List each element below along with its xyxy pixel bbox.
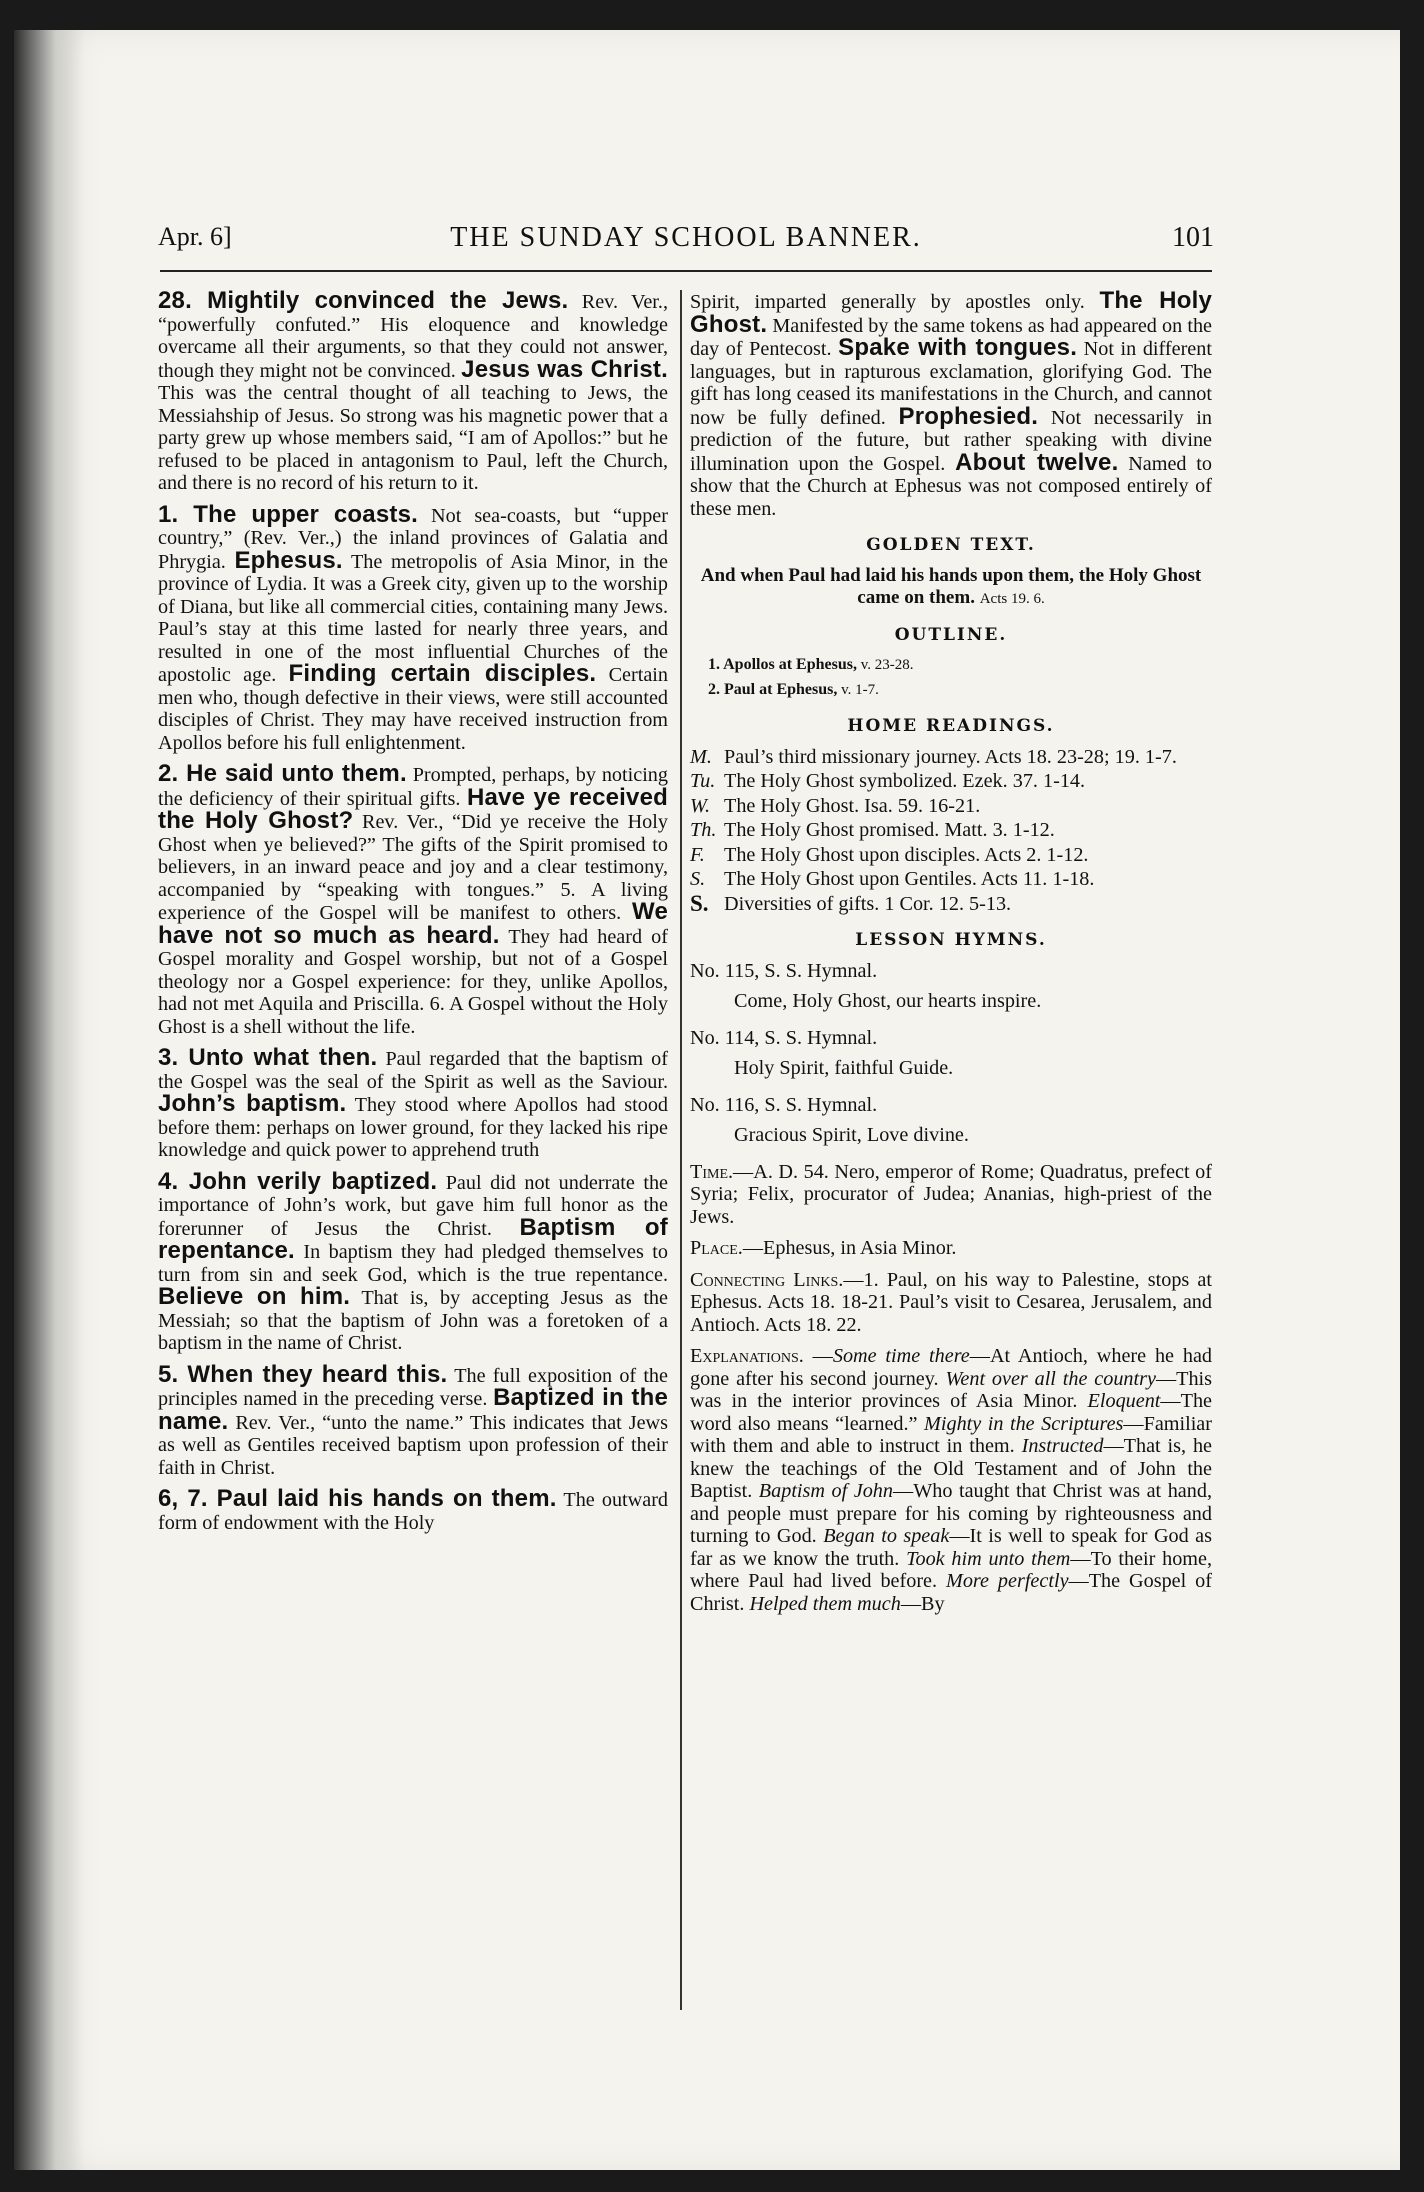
reading-day: Tu. <box>690 770 716 792</box>
expl-text: —It is well to speak for God as far as we know the truth. <box>690 1525 1212 1570</box>
hymn-number: No. 116, S. S. Hymnal. <box>690 1093 878 1116</box>
hymn-entry <box>690 1027 1212 1080</box>
reading-text: Diversities of gifts. 1 Cor. 12. 5-13. <box>724 892 1012 915</box>
expl-term: Some time there <box>832 1345 970 1367</box>
verse-heading: Believe on him. <box>158 1283 351 1310</box>
verse-heading: Prophesied. <box>898 402 1039 430</box>
golden-text-body: And when Paul had laid his hands upon them, the Holy Ghost came on them. <box>700 564 1202 608</box>
expl-term: Went over all the country <box>945 1367 1156 1390</box>
reading-row <box>690 868 1212 891</box>
expl-text: —The word also means “learned.” <box>690 1390 1212 1435</box>
hymn-number: No. 114, S. S. Hymnal. <box>690 1026 878 1049</box>
outline-item <box>708 679 1212 702</box>
note-label: Place. <box>690 1237 743 1259</box>
expl-text: —Familiar with them and able to instruct in them. <box>690 1412 1212 1457</box>
expl-term: Baptism of John <box>758 1480 893 1502</box>
golden-text-ref: Acts 19. 6. <box>979 590 1045 607</box>
page-number: 101 <box>1172 222 1214 253</box>
reading-row <box>690 819 1212 842</box>
note-label: Connecting Links. <box>690 1268 844 1291</box>
verse-heading: 3. Unto what then. <box>158 1044 378 1071</box>
paragraph-verse-2 <box>158 760 668 1038</box>
verse-text: They had heard of Gospel morality and Gospel worship, but not of a Gospel theology nor a Gospel experience: for they, unlike Apollos, had not met Aquila and Priscilla. 6. A Gospel without the Holy Ghost is a shell without the life. <box>158 925 668 1038</box>
expl-term: More perfectly <box>946 1570 1069 1592</box>
hymn-title: Gracious Spirit, Love divine. <box>734 1124 969 1146</box>
golden-text <box>690 565 1212 610</box>
expl-text: —That is, he knew the teachings of the Old Testament and of John the Baptist. <box>690 1435 1212 1502</box>
outline-heading: OUTLINE. <box>894 624 1008 645</box>
verse-text: This was the central thought of all teaching to Jews, the Messiahship of Jesus. So strong was his magnetic power that a party grew up whose members said, “I am of Apollos:” but he refused to be placed in antagonism to Paul, left the Church, and there is no record of his return to it. <box>158 382 668 494</box>
outline-item <box>708 654 1212 677</box>
verse-heading: 4. John verily baptized. <box>158 1167 438 1195</box>
verse-heading: About twelve. <box>955 448 1119 476</box>
verse-text: Certain men who, though defective in their views, were still accounted disciples of Christ. They may have received instruction from Apollos before his full enlightenment. <box>158 664 668 754</box>
verse-text: The outward form of endowment with the Holy <box>158 1489 669 1534</box>
verse-text: Rev. Ver., “Did ye receive the Holy Ghost when ye believed?” The gifts of the Spirit promised to believers, in an inward peace and joy and a clear testimony, accompanied by “speaking with tongues.” 5. A living experience of the Gospel will be manifest to others. <box>158 811 668 924</box>
hymn-entry <box>690 1094 1212 1147</box>
hymn-title: Come, Holy Ghost, our hearts inspire. <box>734 990 1042 1012</box>
note-text: —1. Paul, on his way to Palestine, stops at Ephesus. Acts 18. 18-21. Paul’s visit to Cesarea, Jerusalem, and Antioch. Acts 18. 22. <box>690 1268 1213 1336</box>
verse-heading: The Holy Ghost. <box>690 287 1212 338</box>
verse-text: The full exposition of the principles named in the preceding verse. <box>158 1364 668 1410</box>
reading-row <box>690 844 1212 867</box>
reading-text: The Holy Ghost promised. Matt. 3. 1-12. <box>724 819 1055 841</box>
verse-text: Rev. Ver., “powerfully confuted.” His eloquence and knowledge overcame all their arguments, so that they could not answer, though they might not be convinced. <box>158 291 668 382</box>
verse-text: In baptism they had pledged themselves to turn from sin and seek God, which is the true repentance. <box>158 1241 668 1286</box>
explanations-note: Explanations. —Some time there—At Antioch, where he had gone after his second journey. Went over all the country—This was in the interior provinces of Asia Minor. Eloquent—The word also means “learned.” Mighty in the Scriptures—Familiar with them and able to instruct in them. Instructed—That is, he knew the teachings of the Old Testament and of John the Baptist. Baptism of John—Who taught that Christ was at hand, and people must prepare for his coming by righteousness and turning to God. Began to speak—It is well to speak for God as far as we know the truth. Took him unto them—To their home, where Paul had lived before. More perfectly—The Gospel of Christ. Helped them much—By <box>690 1345 1213 1615</box>
verse-heading: Have ye received the Holy Ghost? <box>158 783 668 834</box>
running-header <box>158 222 1214 266</box>
expl-text: —At Antioch, where he had gone after his second journey. <box>690 1345 1212 1390</box>
verse-heading: 2. He said unto them. <box>158 760 407 787</box>
expl-term: Instructed <box>1021 1435 1104 1457</box>
verse-heading: Spake with tongues. <box>838 334 1078 361</box>
outline-label: 2. Paul at Ephesus, <box>708 680 838 698</box>
paragraph-verse-28 <box>158 287 668 495</box>
note-label: Explanations. <box>690 1345 804 1367</box>
verse-text: Spirit, imparted generally by apostles only. <box>690 291 1100 313</box>
expl-term: Began to speak <box>823 1525 950 1547</box>
expl-text: —Who taught that Christ was at hand, and people must prepare for his coming by righteousness and turning to God. <box>690 1480 1212 1547</box>
expl-term: Helped them much <box>749 1592 901 1615</box>
paragraph-verse-6-7 <box>158 1485 669 1534</box>
verse-text: Paul did not underrate the importance of John’s work, but gave him full honor as the forerunner of Jesus the Christ. <box>158 1171 668 1240</box>
expl-text: —By <box>900 1592 945 1615</box>
verse-heading: Baptism of repentance. <box>158 1213 668 1264</box>
verse-heading: Ephesus. <box>234 546 343 574</box>
left-column <box>158 287 669 1543</box>
reading-day: F. <box>690 843 705 866</box>
reading-text: The Holy Ghost upon Gentiles. Acts 11. 1-18. <box>724 868 1095 890</box>
reading-row <box>690 746 1212 769</box>
reading-row <box>690 795 1212 818</box>
verse-heading: Finding certain disciples. <box>288 660 597 687</box>
verse-text: Manifested by the same tokens as had appeared on the day of Pentecost. <box>690 314 1212 360</box>
expl-text: —This was in the interior provinces of Asia Minor. <box>690 1367 1213 1412</box>
hymn-entry <box>690 960 1212 1013</box>
header-date: Apr. 6] <box>158 222 232 251</box>
verse-heading: We have not so much as heard. <box>158 898 668 949</box>
expl-term: Took him unto them <box>906 1547 1071 1570</box>
note-label: Time. <box>690 1160 734 1183</box>
outline-ref: v. 1-7. <box>837 681 879 698</box>
verse-text: Not necessarily in prediction of the future, but rather speaking with divine illumination upon the Gospel. <box>690 406 1212 475</box>
note-text: —Ephesus, in Asia Minor. <box>742 1237 957 1259</box>
reading-text: The Holy Ghost symbolized. Ezek. 37. 1-14. <box>724 770 1086 792</box>
reading-day: S. <box>690 890 709 916</box>
outline-label: 1. Apollos at Ephesus, <box>708 656 857 673</box>
links-note <box>690 1269 1212 1337</box>
reading-day: M. <box>690 745 712 768</box>
expl-text: —The Gospel of Christ. <box>690 1570 1212 1615</box>
verse-text: Paul regarded that the baptism of the Gospel was the seal of the Spirit as well as the Saviour. <box>158 1048 668 1093</box>
header-rule <box>160 270 1212 272</box>
paragraph-verse-3 <box>158 1044 669 1162</box>
reading-day: Th. <box>690 819 717 841</box>
lesson-hymns-heading: LESSON HYMNS. <box>855 930 1047 950</box>
golden-text-heading: GOLDEN TEXT. <box>866 535 1036 555</box>
verse-text: Named to show that the Church at Ephesus was not composed entirely of these men. <box>690 452 1213 520</box>
verse-text: The metropolis of Asia Minor, in the province of Lydia. It was a Greek city, given up to the worship of Diana, but like all commercial cities, containing many Jews. Paul’s stay at this time lasted for nearly three years, and resulted in one of the most influential Churches of the apostolic age. <box>158 550 668 686</box>
outline-ref: v. 23-28. <box>856 657 914 673</box>
reading-text: The Holy Ghost upon disciples. Acts 2. 1-12. <box>724 843 1089 866</box>
note-text: —A. D. 54. Nero, emperor of Rome; Quadratus, prefect of Syria; Felix, procurator of Judea; Ananias, high-priest of the Jews. <box>690 1160 1212 1228</box>
verse-heading: 6, 7. Paul laid his hands on them. <box>158 1485 557 1512</box>
reading-day: W. <box>690 794 711 817</box>
reading-row <box>690 890 1212 916</box>
expl-term: Eloquent <box>1087 1390 1161 1412</box>
expl-term: Mighty in the Scriptures <box>924 1412 1124 1435</box>
verse-heading: John’s baptism. <box>158 1090 347 1117</box>
place-note <box>690 1237 1212 1260</box>
verse-text: Not sea-coasts, but “upper country,” (Rev. Ver.,) the inland provinces of Galatia and Phrygia. <box>158 504 668 573</box>
page-spine-shadow <box>14 30 84 2170</box>
reading-text: Paul’s third missionary journey. Acts 18. 23-28; 19. 1-7. <box>724 745 1177 768</box>
verse-text: Prompted, perhaps, by noticing the deficiency of their spiritual gifts. <box>158 764 668 810</box>
verse-text: They stood where Apollos had stood before them: perhaps on lower ground, for they lacked his ripe knowledge and quick power to apprehend truth <box>158 1094 669 1161</box>
reading-row <box>690 770 1212 793</box>
verse-heading: Jesus was Christ. <box>461 355 668 383</box>
verse-heading: 1. The upper coasts. <box>158 500 418 528</box>
verse-text: Not in different languages, but in rapturous exclamation, glorifying God. The gift has long ceased its manifestations in the Church, and cannot now be fully defined. <box>690 338 1212 429</box>
verse-heading: Baptized in the name. <box>158 1384 669 1435</box>
expl-text: —To their home, where Paul had lived before. <box>690 1547 1213 1592</box>
column-divider <box>680 290 682 2010</box>
paragraph-verse-1 <box>158 500 668 755</box>
verse-heading: 28. Mightily convinced the Jews. <box>158 287 569 314</box>
hymn-title: Holy Spirit, faithful Guide. <box>734 1057 954 1079</box>
header-title: THE SUNDAY SCHOOL BANNER. <box>450 222 922 253</box>
right-column <box>690 287 1213 1624</box>
reading-text: The Holy Ghost. Isa. 59. 16-21. <box>724 794 981 817</box>
verse-text: Rev. Ver., “unto the name.” This indicates that Jews as well as Gentiles received baptism upon profession of their faith in Christ. <box>158 1411 668 1479</box>
reading-day: S. <box>690 868 706 890</box>
verse-text: That is, by accepting Jesus as the Messiah; so that the baptism of John was a foretoken of a baptism in the name of Christ. <box>158 1287 668 1354</box>
verse-heading: 5. When they heard this. <box>158 1360 448 1388</box>
time-note <box>690 1161 1212 1229</box>
paragraph-verse-5 <box>158 1360 669 1480</box>
home-readings-heading: HOME READINGS. <box>847 716 1055 736</box>
paragraph-verse-4 <box>158 1167 668 1355</box>
paragraph-continued <box>690 287 1213 520</box>
hymn-number: No. 115, S. S. Hymnal. <box>690 959 878 982</box>
